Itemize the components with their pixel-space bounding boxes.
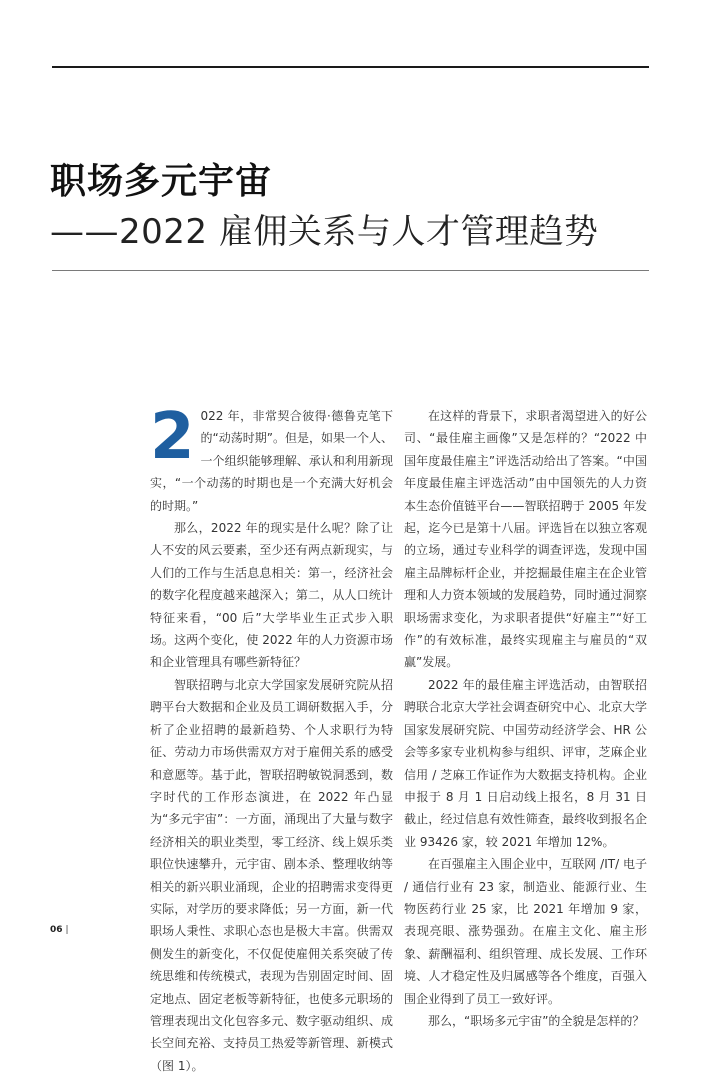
paragraph-6: 在百强雇主入围企业中，互联网 /IT/ 电子 / 通信行业有 23 家，制造业、能源行业、生物医药行业 25 家，比 2021 年增加 9 家，表现亮眼、涨势强劲。在雇主文化、雇主形象、薪酬福利、组织管理、成长发展、工作环境、人才稳定性及归属感等各个维度，百强入围企业得到了员工一致好评。	[404, 857, 647, 1006]
paragraph-4: 在这样的背景下，求职者渴望进入的好公司、“最佳雇主画像”又是怎样的？“2022 中国年度最佳雇主”评选活动给出了答案。“中国年度最佳雇主评选活动”由中国领先的人力资本生态价值链平台——智联招聘于 2005 年发起，迄今已是第十八届。评选旨在以独立客观的立场，通过专业科学的调查评选，发现中国雇主品牌标杆企业，并挖掘最佳雇主在企业管理和人力资本领域的发展趋势，同时通过洞察职场需求变化，为求职者提供“好雇主”“好工作”的有效标准，最终实现雇主与雇员的“双赢”发展。	[404, 409, 647, 670]
paragraph-5: 2022 年的最佳雇主评选活动，由智联招聘联合北京大学社会调查研究中心、北京大学国家发展研究院、中国劳动经济学会、HR 公会等多家专业机构参与组织、评审，芝麻企业信用 / 芝麻工作证作为大数据支持机构。企业申报于 8 月 1 日启动线上报名，8 月 31 日截止，经过信息有效性筛查，最终收到报名企业 93426 家，较 2021 年增加 12%。	[404, 677, 647, 849]
paragraph-2: 那么，2022 年的现实是什么呢？除了让人不安的风云要素，至少还有两点新现实，与人们的工作与生活息息相关：第一，经济社会的数字化程度越来越深入；第二，从人口统计特征来看，“00 后”大学毕业生正式步入职场。这两个变化，使 2022 年的人力资源市场和企业管理具有哪些新特征？	[150, 521, 393, 670]
paragraph-1-text: 022 年，非常契合彼得·德鲁克笔下的“动荡时期”。但是，如果一个人、一个组织能够理解、承认和利用新现实，“一个动荡的时期也是一个充满大好机会的时期。”	[150, 409, 393, 513]
title-rule	[52, 270, 649, 271]
paragraph-1	[150, 400, 393, 517]
right-column	[404, 405, 647, 1032]
footer-separator: |	[65, 925, 69, 935]
article-subtitle: ——2022 雇佣关系与人才管理趋势	[50, 212, 599, 252]
top-rule	[52, 66, 649, 68]
page-number: 06	[50, 925, 63, 935]
article-title: 职场多元宇宙	[50, 161, 273, 202]
paragraph-7: 那么，“职场多元宇宙”的全貌是怎样的？	[428, 1013, 645, 1028]
paragraph-3: 智联招聘与北京大学国家发展研究院从招聘平台大数据和企业及员工调研数据入手，分析了企业招聘的最新趋势、个人求职行为特征、劳动力市场供需双方对于雇佣关系的感受和意愿等。基于此，智联招聘敏锐洞悉到，数字时代的工作形态演进，在 2022 年凸显为“多元宇宙”：一方面，涌现出了大量与数字经济相关的职业类型，零工经济、线上娱乐类职位快速攀升，元宇宙、剧本杀、整理收纳等相关的新兴职业涌现，企业的招聘需求变得更实际，对学历的要求降低；另一方面，新一代职场人秉性、求职心态也是极大丰富。供需双侧发生的新变化，不仅促使雇佣关系突破了传统思维和传统模式，表现为告别固定时间、固定地点、固定老板等新特征，也使多元职场的管理表现出文化包容多元、数字驱动组织、成长空间充裕、支持员工热爱等新管理、新模式（图 1）。	[150, 677, 393, 1073]
left-column	[150, 400, 393, 1077]
page-footer	[50, 925, 69, 935]
drop-cap: 2	[150, 400, 195, 474]
